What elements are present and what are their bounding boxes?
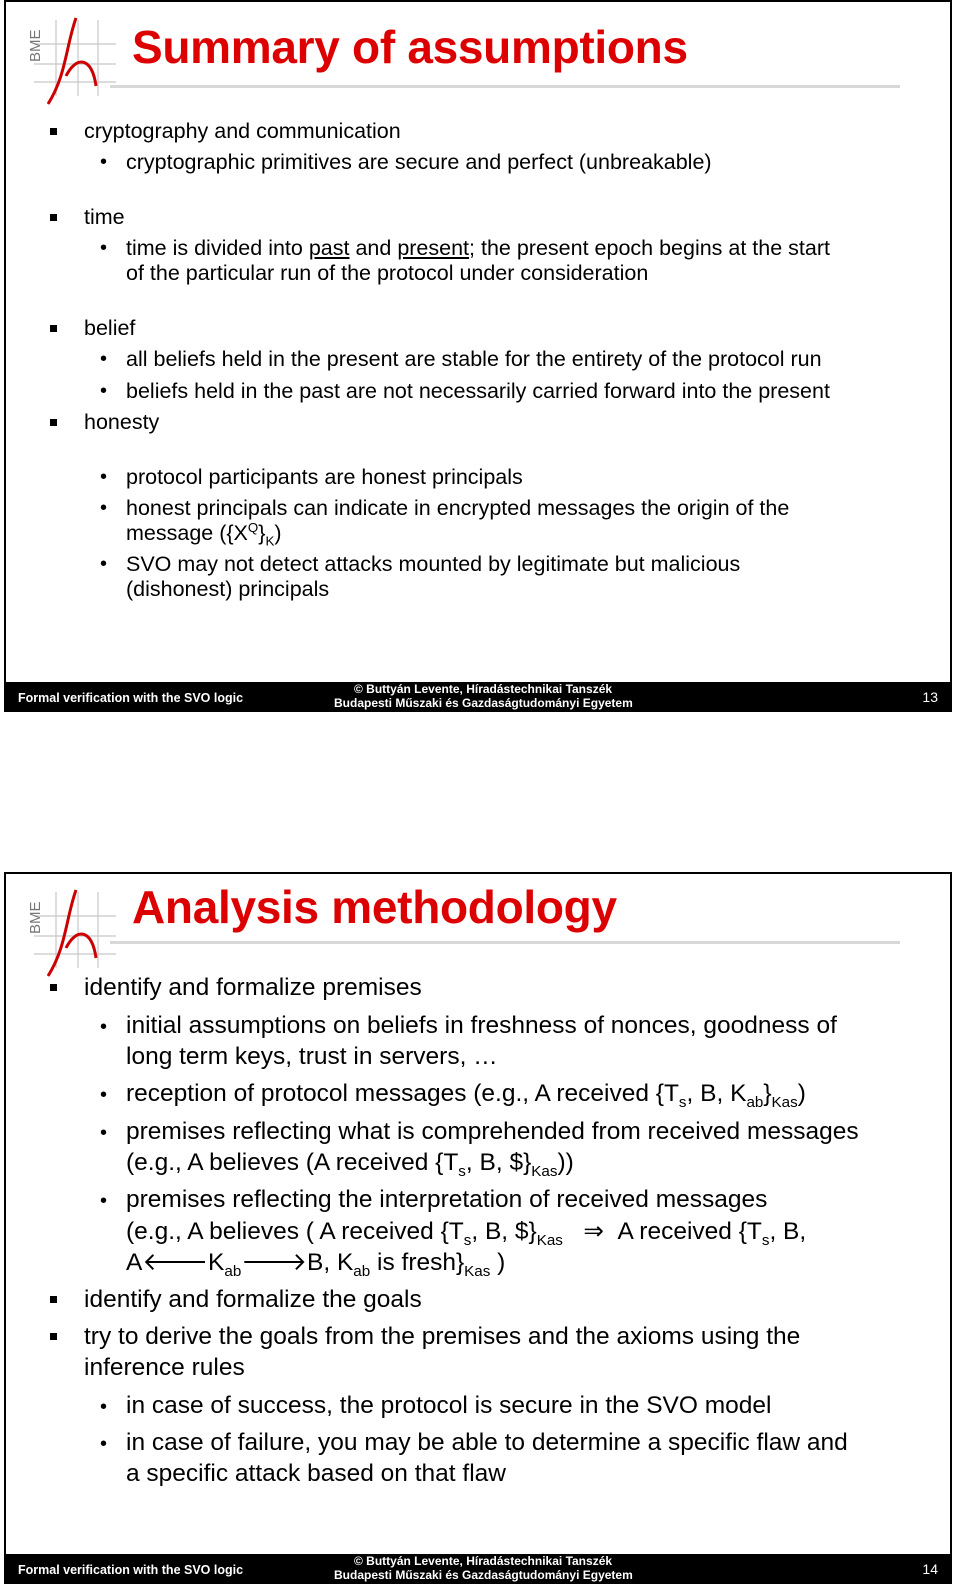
sub-bullet-continuation: message $(\{X^Q\}_K)$ [126,519,282,549]
bullet-item: identify and formalize premises [84,972,422,1004]
bullet-item: honesty [84,410,160,434]
sub-bullet-continuation: (e.g., A believes ( A received {$T_s$, B, $\$\}_{Kas}$ ⇒ A received {$T_s$, B, [126,1218,807,1249]
bullet-item: try to derive the goals from the premises and the axioms using the [84,1321,800,1353]
bullet-item: cryptography and communication [84,119,401,143]
footer-copyright [334,682,633,710]
sub-bullet-item: • reception of protocol messages (e.g., A received {$T_s$, B, $K_{ab}\}_{Kas}$) [126,1078,806,1110]
sub-bullet-item: • in case of failure, you may be able to determine a specific flaw and [126,1427,848,1459]
slide-title: Summary of assumptions [132,21,688,73]
sub-bullet-continuation: long term keys, trust in servers, … [126,1043,498,1070]
footer-course: Formal verification with the SVO logic [18,1563,244,1577]
footer-copyright-line1: © Buttyán Levente, Híradástechnikai Tanszék [354,682,613,696]
sub-bullet-item: • premises reflecting what is comprehended from received messages [126,1116,859,1148]
footer-copyright-line2: Budapesti Műszaki és Gazdaságtudományi Egyetem [334,1568,633,1582]
sub-bullet-item: • honest principals can indicate in encrypted messages the origin of the [126,495,789,521]
page-number: 14 [922,1561,938,1577]
bullet-continuation: inference rules [84,1354,245,1381]
title-divider [110,941,900,944]
page-number: 13 [922,689,938,705]
sub-bullet-continuation: $A🡐K_{ab}🡒B$, $K_{ab}$ is $fresh\}_{Kas}$ ) [126,1249,506,1280]
footer-course: Formal verification with the SVO logic [18,691,244,705]
sub-bullet-item: • beliefs held in the past are not necessarily carried forward into the present [126,378,830,404]
sub-bullet-item: • initial assumptions on beliefs in freshness of nonces, goodness of [126,1010,837,1042]
sub-bullet-continuation: a specific attack based on that flaw [126,1460,506,1487]
sub-bullet-continuation: (dishonest) principals [126,577,330,601]
footer-copyright-line2: Budapesti Műszaki és Gazdaságtudományi Egyetem [334,696,633,710]
bullet-item: time [84,205,125,229]
sub-bullet-item: • premises reflecting the interpretation of received messages [126,1184,767,1216]
bme-logo-icon [26,888,118,980]
sub-bullet-item: • SVO may not detect attacks mounted by legitimate but malicious [126,551,740,577]
sub-bullet-item: • all beliefs held in the present are stable for the entirety of the protocol run [126,346,822,372]
slide-analysis-methodology [4,872,952,1584]
sub-bullet-item: • protocol participants are honest principals [126,464,523,490]
slide-title: Analysis methodology [132,881,617,933]
footer-copyright-line1: © Buttyán Levente, Híradástechnikai Tanszék [354,1554,613,1568]
sub-bullet-item: • cryptographic primitives are secure and perfect (unbreakable) [126,149,712,175]
implies-symbol: ⇒ [583,1218,604,1245]
logo-text: BME [27,901,44,934]
sub-bullet-item: • time is divided into past and present; the present epoch begins at the start [126,235,830,261]
bme-logo-icon [26,16,118,108]
bullet-item: belief [84,316,136,340]
slide-footer [6,682,950,710]
slide-footer [6,1554,950,1582]
slide-summary-of-assumptions [4,0,952,712]
sub-bullet-item: • in case of success, the protocol is secure in the SVO model [126,1390,771,1422]
logo-text: BME [27,29,44,62]
title-divider [110,85,900,88]
footer-copyright [334,1554,633,1582]
arrow-right-icon: 🡒 [241,1249,307,1276]
sub-bullet-continuation: (e.g., A believes (A received {$T_s$, B, $\$\}_{Kas}$)) [126,1149,574,1180]
bullet-item: identify and formalize the goals [84,1284,422,1316]
sub-bullet-continuation: of the particular run of the protocol under consideration [126,261,649,285]
arrow-left-icon: 🡐 [142,1249,209,1276]
